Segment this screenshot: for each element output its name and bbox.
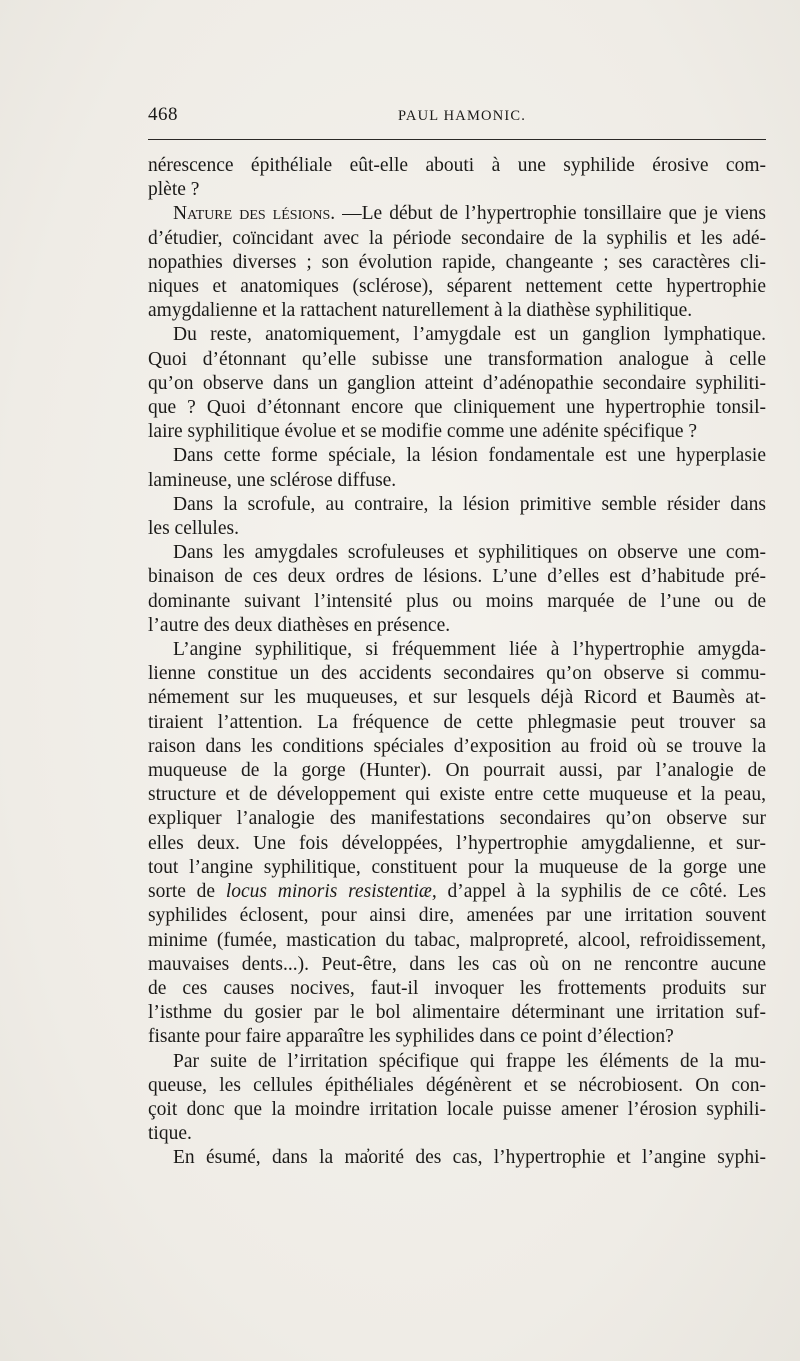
text-line: expliquer l’analogie des manifestations secondaires qu’on observe sur (148, 808, 766, 830)
text-line: syphilides éclosent, pour ainsi dire, amenées par une irritation souvent (148, 905, 766, 927)
paragraph (148, 1146, 766, 1170)
text-line: structure et de développement qui existe entre cette muqueuse et la peau, (148, 784, 766, 806)
text-line: En ésumé, dans la ma̓orité des cas, l’hypertrophie et l’angine syphi- (173, 1147, 766, 1169)
text-line: queuse, les cellules épithéliales dégénèrent et se nécrobiosent. On con- (148, 1074, 766, 1096)
text-line: plète ? (148, 179, 200, 201)
text-line: binaison de ces deux ordres de lésions. L’une d’elles est d’habitude pré- (148, 566, 766, 588)
text-line: dominante suivant l’intensité plus ou moins marquée de l’une ou de (148, 590, 766, 612)
paragraph (148, 323, 766, 444)
paragraph (148, 154, 766, 202)
paragraph (148, 444, 766, 492)
text-line: L’angine syphilitique, si fréquemment liée à l’hypertrophie amygda- (173, 639, 766, 661)
text-line: de ces causes nocives, faut-il invoquer les frottements produits sur (148, 977, 766, 999)
text-line: Dans la scrofule, au contraire, la lésion primitive semble résider dans (173, 493, 766, 515)
text-line: l’autre des deux diathèses en présence. (148, 614, 451, 636)
text-line: minime (fumée, mastication du tabac, malpropreté, alcool, refroidissement, (148, 929, 766, 951)
text-line: tout l’angine syphilitique, constituent pour la muqueuse de la gorge une (148, 856, 766, 878)
text-line: Par suite de l’irritation spécifique qui frappe les éléments de la mu- (173, 1050, 766, 1072)
page-number: 468 (148, 104, 178, 125)
text-line: laire syphilitique évolue et se modifie comme une adénite spécifique ? (148, 421, 698, 443)
header-rule (148, 139, 766, 140)
text-line: d’étudier, coïncidant avec la période secondaire de la syphilis et les adé- (148, 227, 766, 249)
text-line: fisante pour faire apparaître les syphilides dans ce point d’élection? (148, 1026, 674, 1048)
paragraph (148, 1050, 766, 1147)
text-line: nérescence épithéliale eût-elle abouti à une syphilide érosive com- (148, 155, 766, 176)
paragraph (148, 541, 766, 638)
text-line: les cellules. (148, 518, 239, 540)
text-run: —Le début de l’hypertrophie tonsillaire que je viens (335, 203, 766, 225)
text-line (148, 880, 766, 904)
text-run: sorte de (148, 881, 226, 903)
text-line: lamineuse, une sclérose diffuse. (148, 469, 397, 491)
text-line: niques et anatomiques (sclérose), séparent nettement cette hypertrophie (148, 276, 766, 298)
text-line: muqueuse de la gorge (Hunter). On pourrait aussi, par l’analogie de (148, 760, 766, 782)
text-line: mauvaises dents...). Peut-être, dans les cas où on ne rencontre aucune (148, 953, 766, 975)
text-line: qu’on observe dans un ganglion atteint d’adénopathie secondaire syphiliti- (148, 372, 766, 394)
text-line: nopathies diverses ; son évolution rapide, changeante ; ses caractères cli- (148, 251, 766, 273)
paragraph (148, 202, 766, 323)
paragraph (148, 638, 766, 1049)
body-text (148, 154, 766, 1171)
paragraph (148, 493, 766, 541)
text-line: l’isthme du gosier par le bol alimentaire déterminant une irritation suf- (148, 1002, 766, 1024)
running-head: PAUL HAMONIC. (398, 108, 527, 124)
text-line: némement sur les muqueuses, et sur lesquels déjà Ricord et Baumès at- (148, 687, 766, 709)
text-line: Dans les amygdales scrofuleuses et syphilitiques on observe une com- (173, 542, 766, 564)
text-line: tique. (148, 1123, 192, 1145)
text-line: raison dans les conditions spéciales d’exposition au froid où se trouve la (148, 735, 766, 757)
text-line: elles deux. Une fois développées, l’hypertrophie amygdalienne, et sur- (148, 832, 766, 854)
text-line: que ? Quoi d’étonnant encore que cliniquement une hypertrophie tonsil- (148, 397, 766, 419)
page-header (148, 104, 766, 134)
text-line: lienne constitue un des accidents secondaires qu’on observe si commu- (148, 663, 766, 685)
text-line: Dans cette forme spéciale, la lésion fondamentale est une hyperplasie (173, 445, 766, 467)
latin-phrase: locus minoris resistentiæ, (225, 881, 437, 903)
text-line (148, 202, 766, 226)
text-run: d’appel à la syphilis de ce côté. Les (436, 881, 766, 903)
text-line: çoit donc que la moindre irritation locale puisse amener l’érosion syphili- (148, 1098, 766, 1120)
text-line: Du reste, anatomiquement, l’amygdale est un ganglion lymphatique. (173, 324, 766, 346)
text-line: Quoi d’étonnant qu’elle subisse une transformation analogue à celle (148, 348, 766, 370)
section-heading: Nature des lésions. (173, 203, 336, 225)
text-line: tiraient l’attention. La fréquence de cette phlegmasie peut trouver sa (148, 711, 766, 733)
text-line: amygdalienne et la rattachent naturellement à la diathèse syphilitique. (148, 300, 693, 322)
